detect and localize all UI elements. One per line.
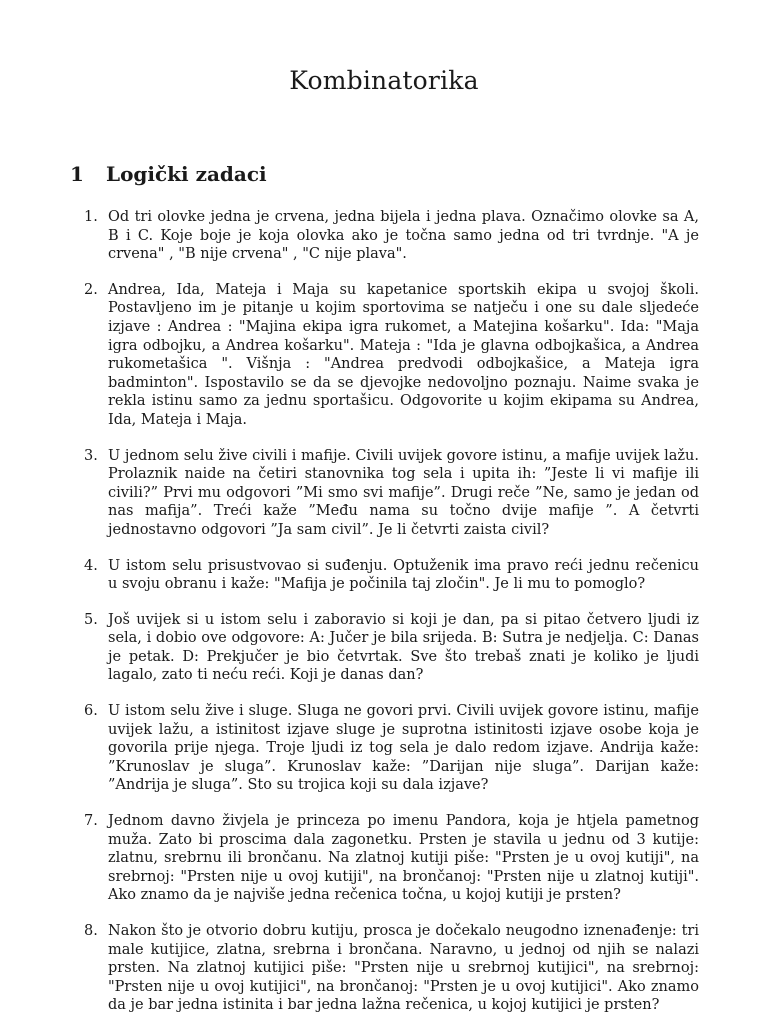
problem-item [84,611,699,685]
problem-number: 6. [84,703,98,720]
problem-text: Od tri olovke jedna je crvena, jedna bijela i jedna plava. Označimo olovke sa A, B i C. Koje boje je koja olovka ako je točna samo jedna od tri tvrdnje. "A je crvena" , "B nije crvena" , "C nije plava". [108,209,699,263]
problem-item [84,922,699,1015]
problem-number: 3. [84,447,98,464]
problem-item [84,281,699,430]
problem-text: U istom selu prisustvovao si suđenju. Optuženik ima pravo reći jednu rečenicu u svoju obranu i kaže: "Mafija je počinila taj zločin". Je li mu to pomoglo? [108,557,699,593]
problem-item [84,812,699,905]
section-title: Logički zadaci [106,162,267,186]
page-title: Kombinatorika [289,66,479,95]
problem-number: 1. [84,209,98,225]
problem-number: 8. [84,923,98,939]
problem-list [84,208,699,1032]
problem-number: 2. [84,281,98,298]
problem-text: Jednom davno živjela je princeza po imenu Pandora, koja je htjela pametnog muža. Zato bi proscima dala zagonetku. Prsten je stavila u jednu od 3 kutije: zlatnu, srebrnu ili brončanu. Na zlatnoj kutiji piše: "Prsten je u ovoj kutiji", na srebrnoj: "Prsten nije u ovoj kutiji", na brončanoj: "Prsten nije u zlatnoj kutiji". Ako znamo da je najviše jedna rečenica točna, u kojoj kutiji je prsten? [108,813,699,904]
section-heading [70,162,267,186]
problem-text: Još uvijek si u istom selu i zaboravio si koji je dan, pa si pitao četvero ljudi iz sela, i dobio ove odgovore: A: Jučer je bila srijeda. B: Sutra je nedjelja. C: Danas je petak. D: Prekjučer je bio četvrtak. Sve što trebaš znati je koliko je ljudi lagalo, zato ti neću reći. Koji je danas dan? [108,611,699,684]
problem-item [84,208,699,264]
section-number: 1 [70,162,84,186]
problem-text: U jednom selu žive civili i mafije. Civili uvijek govore istinu, a mafije uvijek lažu. Prolaznik naide na četiri stanovnika tog sela i upita ih: ”Jeste li vi mafije ili civili?” Prvi mu odgovori ”Mi smo svi mafije”. Drugi reče ”Ne, samo je jedan od nas mafija”. Treći kaže ”Među nama su točno dvije mafije ”. A četvrti jednostavno odgovori ”Ja sam civil”. Je li četvrti zaista civil? [108,447,699,538]
problem-text: Nakon što je otvorio dobru kutiju, prosca je dočekalo neugodno iznenađenje: tri male kutijice, zlatna, srebrna i brončana. Naravno, u jednoj od njih se nalazi prsten. Na zlatnoj kutijici piše: "Prsten nije u srebrnoj kutijici", na srebrnoj: "Prsten nije u ovoj kutijici", na brončanoj: "Prsten je u ovoj kutijici". Ako znamo da je bar jedna istinita i bar jedna lažna rečenica, u kojoj kutijici je prsten? [108,923,699,1014]
problem-text: U istom selu žive i sluge. Sluga ne govori prvi. Civili uvijek govore istinu, mafije uvijek lažu, a istinitost izjave sluge je suprotna istinitosti izjave osobe koja je govorila prije njega. Troje ljudi iz tog sela je dalo redom izjave. Andrija kaže: ”Krunoslav je sluga”. Krunoslav kaže: ”Darijan nije sluga”. Darijan kaže: ”Andrija je sluga”. Sto su trojica koji su dala izjave? [108,703,699,794]
problem-text: Andrea, Ida, Mateja i Maja su kapetanice sportskih ekipa u svojoj školi. Postavljeno im je pitanje u kojim sportovima se natječu i one su dale sljedeće izjave : Andrea : "Majina ekipa igra rukomet, a Matejina košarku". Ida: "Maja igra odbojku, a Andrea košarku". Mateja : "Ida je glavna odbojkašica, a Andrea rukometašica ". Višnja : "Andrea predvodi odbojkašice, a Mateja igra badminton". Ispostavilo se da se djevojke nedovoljno poznaju. Naime svaka je rekla istinu samo za jednu sportašicu. Odgovorite u kojim ekipama su Andrea, Ida, Mateja i Maja. [108,281,699,428]
problem-number: 7. [84,813,98,830]
problem-number: 5. [84,611,98,628]
problem-item [84,557,699,594]
problem-item [84,702,699,795]
problem-number: 4. [84,557,98,574]
problem-item [84,447,699,540]
